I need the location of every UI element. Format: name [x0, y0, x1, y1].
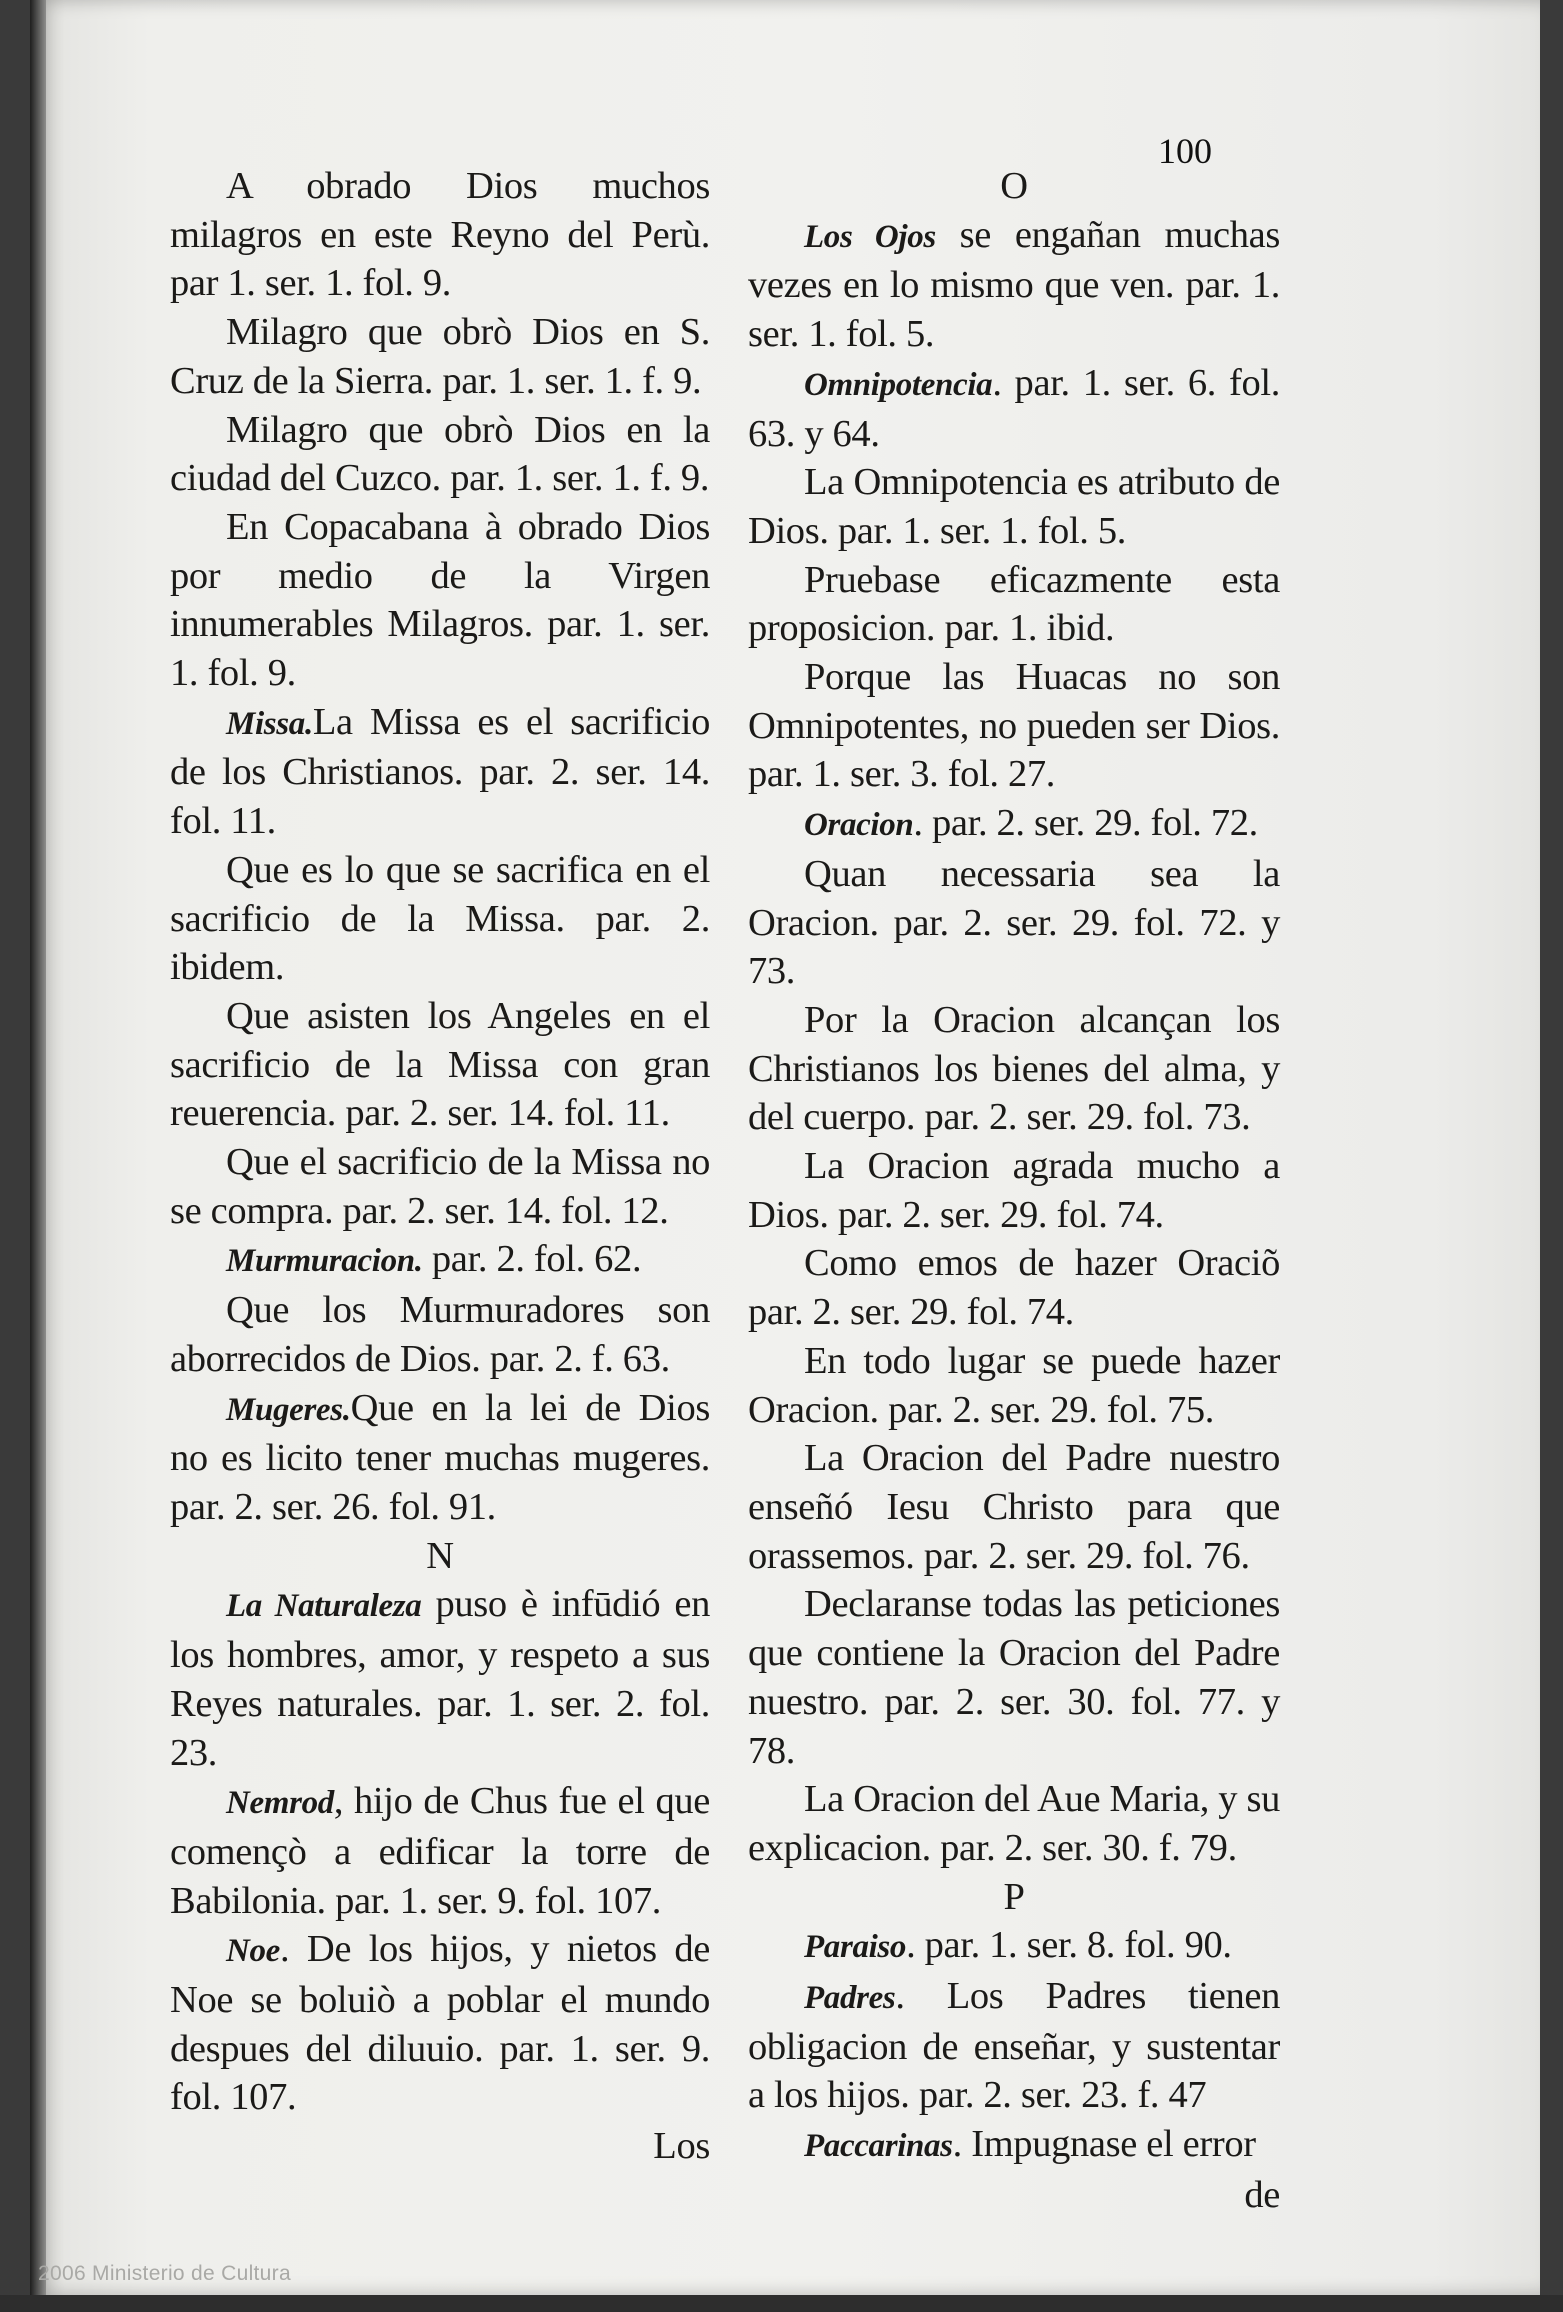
index-entry [748, 556, 1280, 653]
page-number: 100 [1158, 131, 1212, 171]
section-letter-n: N [426, 1534, 454, 1577]
entry-text: Milagro que obrò Dios en la ciudad del Cuzco. par. 1. ser. 1. f. 9. [170, 408, 710, 500]
entry-text: . De los hijos, y nietos de Noe se boluiò a poblar el mundo despues del diluuio. par. 1. ser. 9. fol. 107. [170, 1928, 710, 2119]
entry-text: . Impugnase el error [952, 2123, 1256, 2166]
index-entry [170, 1138, 710, 1235]
section-letter-p: P [1003, 1875, 1025, 1918]
index-entry [748, 458, 1280, 555]
left-column [170, 162, 710, 2171]
index-entry [748, 1337, 1280, 1434]
entry-text: Porque las Huacas no son Omnipotentes, no pueden ser Dios. par. 1. ser. 3. fol. 27. [748, 656, 1280, 796]
index-entry [748, 1972, 1280, 2120]
entry-heading: Oracion [804, 807, 914, 844]
entry-heading: Mugeres. [226, 1391, 351, 1428]
index-entry [170, 698, 710, 846]
entry-text: puso è infūdió en los hombres, amor, y respeto a sus Reyes naturales. par. 1. ser. 2. fol. 23. [170, 1583, 710, 1774]
index-entry [748, 1239, 1280, 1336]
catchword: de [1244, 2173, 1280, 2216]
scan-bottom-edge [0, 2295, 1563, 2312]
index-entry [170, 1235, 710, 1286]
entry-text: par. 2. fol. 62. [431, 1238, 642, 1281]
entry-heading: Padres [804, 1980, 896, 2017]
entry-text: Que los Murmuradores son aborrecidos de Dios. par. 2. f. 63. [170, 1289, 710, 1380]
index-entry [748, 211, 1280, 359]
entry-text: se engañan muchas vezes en lo mismo que ven. par. 1. ser. 1. fol. 5. [748, 213, 1280, 356]
index-entry [748, 2120, 1280, 2171]
entry-heading: Paraiso [804, 1929, 907, 1966]
entry-text: La Missa es el sacrificio de los Christianos. par. 2. ser. 14. fol. 11. [170, 700, 710, 843]
entry-text: . Los Padres tienen obligacion de enseñar, y sustentar a los hijos. par. 2. ser. 23. f. 47 [748, 1975, 1280, 2117]
entry-text: . par. 2. ser. 29. fol. 72. [913, 802, 1258, 845]
entry-text: , hijo de Chus fue el que començò a edificar la torre de Babilonia. par. 1. ser. 9. fol. 107. [170, 1780, 710, 1922]
entry-text: . par. 1. ser. 8. fol. 90. [906, 1924, 1232, 1967]
watermark: 2006 Ministerio de Cultura [38, 2262, 291, 2285]
entry-text: En Copacabana à obrado Dios por medio de la Virgen innumerables Milagros. par. 1. ser. 1. fol. 9. [170, 505, 710, 695]
entry-text: . par. 1. ser. 6. fol. 63. y 64. [748, 361, 1280, 455]
entry-text: La Oracion agrada mucho a Dios. par. 2. ser. 29. fol. 74. [748, 1145, 1280, 1236]
entry-text: Declaranse todas las peticiones que contiene la Oracion del Padre nuestro. par. 2. ser. 30. fol. 77. y 78. [748, 1583, 1280, 1772]
entry-text: La Oracion del Aue Maria, y su explicacion. par. 2. ser. 30. f. 79. [748, 1778, 1280, 1869]
entry-heading: Noe [226, 1933, 280, 1970]
entry-text: Como emos de hazer Oraciõ par. 2. ser. 29. fol. 74. [748, 1242, 1280, 1334]
index-entry [748, 1775, 1280, 1872]
entry-heading: Murmuracion. [226, 1243, 423, 1280]
entry-text: Pruebase eficazmente esta proposicion. par. 1. ibid. [748, 558, 1280, 650]
index-entry [748, 653, 1280, 799]
entry-text: Que el sacrificio de la Missa no se compra. par. 2. ser. 14. fol. 12. [170, 1141, 710, 1232]
entry-heading: Missa. [226, 705, 313, 742]
entry-text: En todo lugar se puede hazer Oracion. par. 2. ser. 29. fol. 75. [748, 1339, 1280, 1431]
index-entry [748, 1434, 1280, 1580]
index-entry [170, 1925, 710, 2122]
entry-text: Que es lo que se sacrifica en el sacrificio de la Missa. par. 2. ibidem. [170, 848, 710, 989]
index-entry [748, 1580, 1280, 1775]
index-entry [170, 1777, 710, 1925]
index-entry [170, 1286, 710, 1383]
index-entry [170, 503, 710, 698]
index-entry [170, 1384, 710, 1532]
index-entry [170, 846, 710, 992]
index-entry [748, 996, 1280, 1142]
entry-heading: Paccarinas [804, 2128, 953, 2165]
index-entry [170, 308, 710, 405]
entry-heading: La Naturaleza [226, 1588, 422, 1625]
index-entry [170, 162, 710, 308]
index-entry [748, 1142, 1280, 1239]
entry-text: Por la Oracion alcançan los Christianos los bienes del alma, y del cuerpo. par. 2. ser. 29. fol. 73. [748, 998, 1280, 1139]
right-column [748, 162, 1280, 2220]
entry-text: La Oracion del Padre nuestro enseñó Iesu Christo para que orassemos. par. 2. ser. 29. fol. 76. [748, 1437, 1280, 1577]
section-letter-o: O [1000, 165, 1028, 207]
index-entry [748, 850, 1280, 996]
index-entry [170, 1580, 710, 1777]
entry-text: Quan necessaria sea la Oracion. par. 2. ser. 29. fol. 72. y 73. [748, 852, 1280, 993]
entry-text: A obrado Dios muchos milagros en este Reyno del Perù. par 1. ser. 1. fol. 9. [170, 165, 710, 305]
index-entry [170, 406, 710, 503]
entry-heading: Nemrod [226, 1785, 334, 1822]
book-gutter [30, 0, 46, 2295]
entry-heading: Omnipotencia [804, 366, 993, 403]
index-entry [170, 992, 710, 1138]
entry-text: Que asisten los Angeles en el sacrificio de la Missa con gran reuerencia. par. 2. ser. 14. fol. 11. [170, 994, 710, 1135]
entry-text: Milagro que obrò Dios en S. Cruz de la Sierra. par. 1. ser. 1. f. 9. [170, 311, 710, 402]
entry-text: La Omnipotencia es atributo de Dios. par. 1. ser. 1. fol. 5. [748, 461, 1280, 552]
entry-heading: Los Ojos [804, 218, 936, 255]
catchword: Los [653, 2125, 710, 2168]
index-entry [748, 1921, 1280, 1972]
entry-text: Que en la lei de Dios no es licito tener muchas mugeres. par. 2. ser. 26. fol. 91. [170, 1386, 710, 1528]
index-entry [748, 359, 1280, 458]
index-entry [748, 799, 1280, 850]
